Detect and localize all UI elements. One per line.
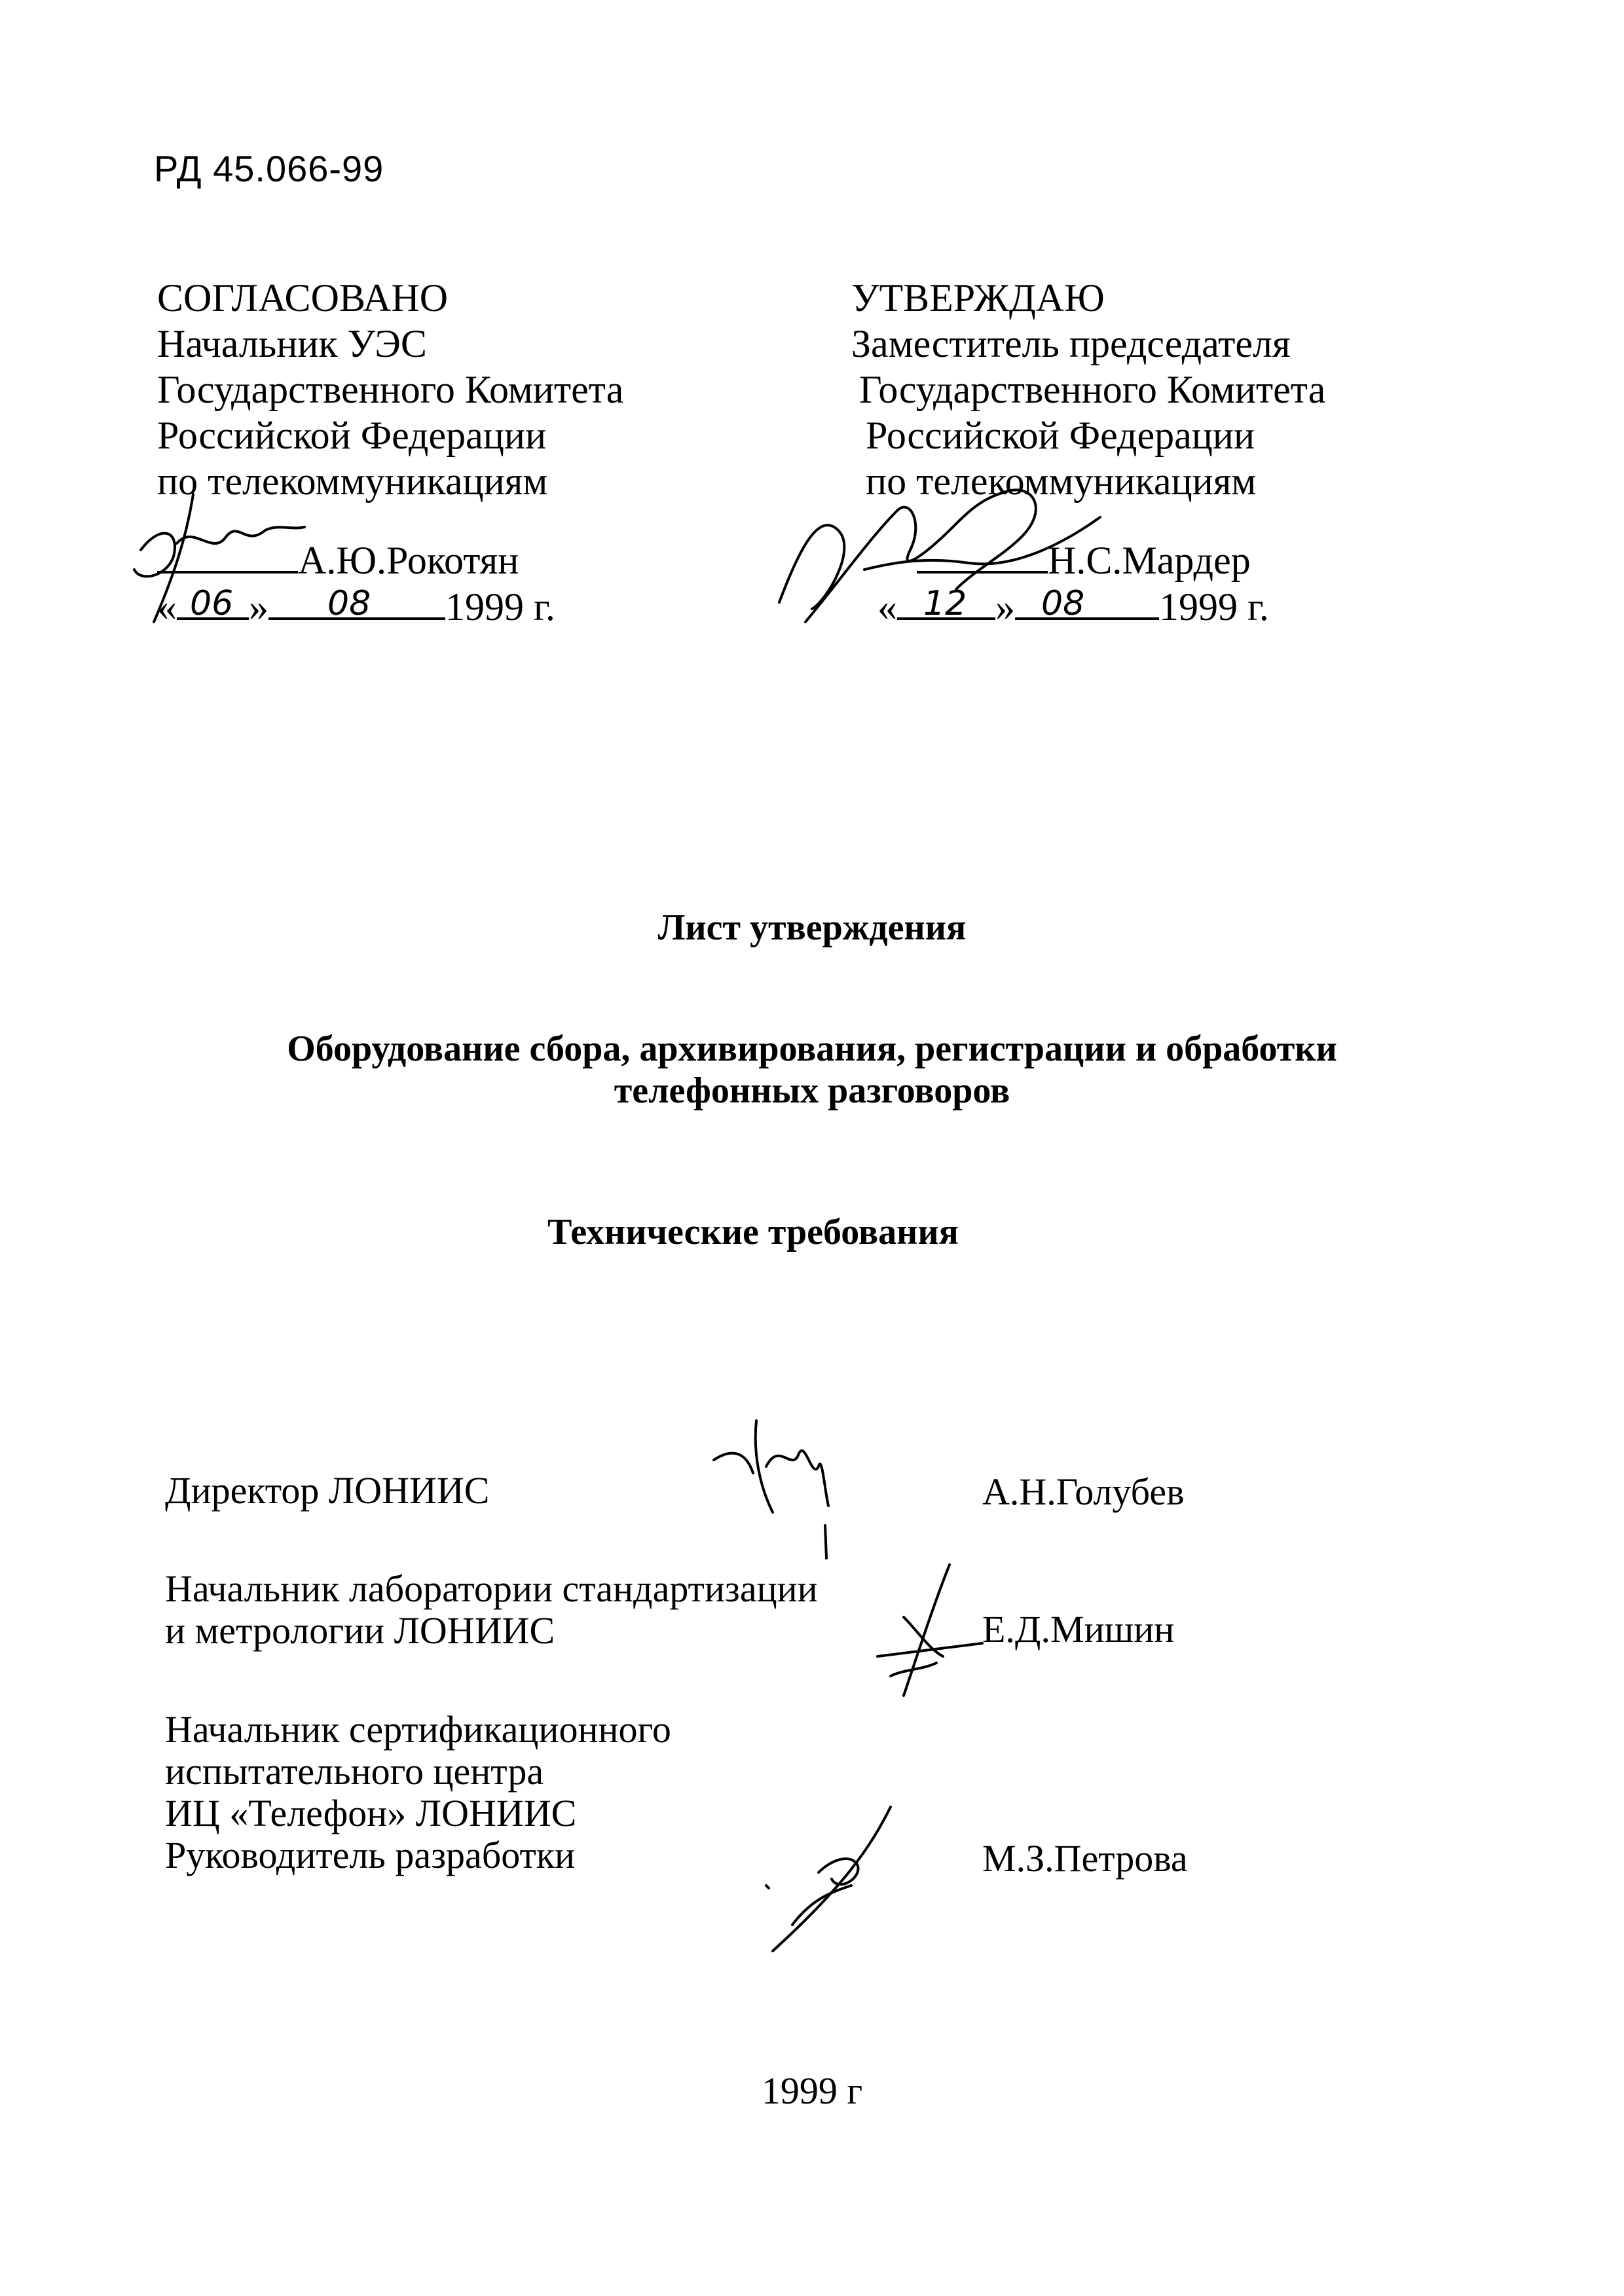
signer-position: [165, 1709, 671, 1876]
signer-position: [165, 1470, 489, 1512]
signer-position-line: Начальник сертификационного: [165, 1708, 671, 1751]
signer-name: М.З.Петрова: [982, 1837, 1188, 1880]
agreed-line: Государственного Комитета: [157, 368, 624, 411]
approved-signature-line: [851, 537, 1325, 583]
sheet-title: Лист утверждения: [657, 907, 967, 948]
signature-underline: [157, 537, 298, 574]
signer-position-line: Директор ЛОНИИС: [165, 1469, 490, 1512]
approved-heading: УТВЕРЖДАЮ: [851, 276, 1105, 319]
document-year: 1999 г: [761, 2069, 863, 2112]
agreed-heading: СОГЛАСОВАНО: [157, 276, 449, 319]
signer-position: [165, 1568, 818, 1652]
handwritten-month: 08: [327, 584, 371, 623]
subject-line: Оборудование сбора, архивирования, регистрации и обработки: [287, 1029, 1337, 1069]
approved-line: Государственного Комитета: [859, 368, 1326, 411]
approved-line: по телекоммуникациям: [866, 460, 1257, 503]
agreed-line: Начальник УЭС: [157, 322, 427, 365]
handwritten-day: 06: [190, 584, 234, 623]
approved-date-year: 1999 г.: [1159, 585, 1269, 629]
signer-name: Е.Д.Мишин: [982, 1608, 1175, 1650]
signature-underline: [917, 537, 1048, 574]
handwritten-month: 08: [1041, 584, 1085, 623]
date-day-field: [897, 583, 995, 623]
signer-2-signature-mark: [864, 1558, 995, 1709]
approved-block: [851, 275, 1325, 630]
agreed-line: по телекоммуникациям: [157, 460, 548, 503]
agreed-signatory: А.Ю.Рокотян: [298, 539, 519, 582]
agreed-block: [157, 275, 623, 630]
document-code: РД 45.066-99: [154, 148, 384, 189]
signer-1-signature-mark: [707, 1414, 851, 1565]
date-month-field: [1015, 583, 1159, 623]
handwritten-day: 12: [923, 584, 967, 623]
signer-3-signature-mark: [753, 1794, 923, 1958]
signer-name: А.Н.Голубев: [982, 1470, 1185, 1513]
document-type: Технические требования: [547, 1212, 959, 1252]
signer-position-line: и метрологии ЛОНИИС: [165, 1609, 555, 1652]
signer-position-line: Руководитель разработки: [165, 1834, 576, 1876]
agreed-date-line: « 06 » 08 1999 г.: [157, 583, 623, 630]
date-day-field: [177, 583, 249, 623]
agreed-signature-line: [157, 537, 623, 583]
approved-date-line: « 12 » 08 1999 г.: [851, 583, 1325, 630]
subject-line: телефонных разговоров: [614, 1070, 1010, 1111]
agreed-date-year: 1999 г.: [445, 585, 555, 629]
approved-line: Заместитель председателя: [851, 322, 1291, 365]
signer-position-line: ИЦ «Телефон» ЛОНИИС: [165, 1792, 577, 1834]
date-month-field: [268, 583, 445, 623]
agreed-line: Российской Федерации: [157, 414, 547, 457]
approved-signatory: Н.С.Мардер: [1048, 539, 1251, 582]
signer-position-line: Начальник лаборатории стандартизации: [165, 1567, 818, 1610]
signer-position-line: испытательного центра: [165, 1750, 544, 1793]
approved-line: Российской Федерации: [866, 414, 1255, 457]
subject-title: [0, 1028, 1624, 1112]
